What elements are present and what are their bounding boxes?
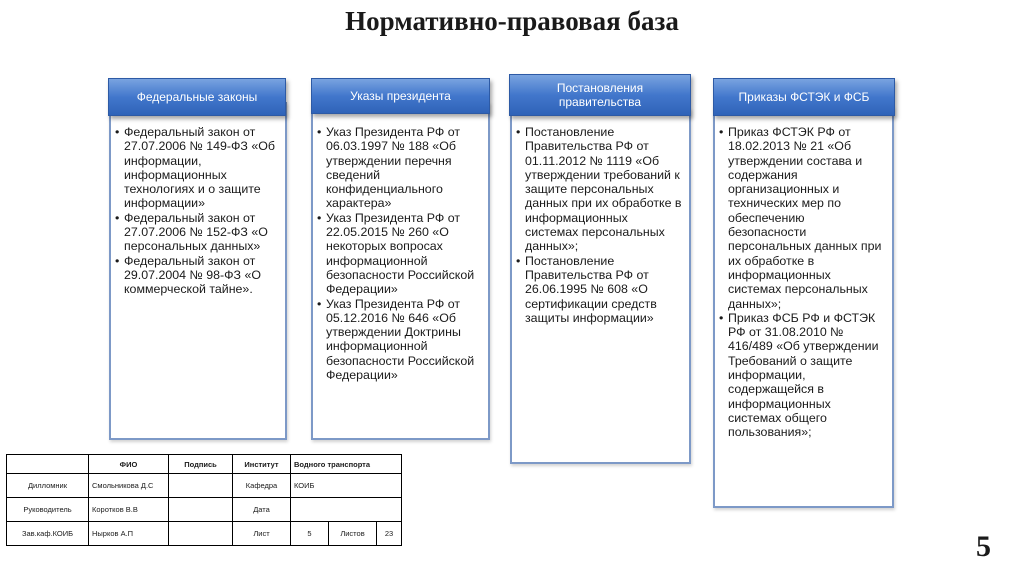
page-title: Нормативно-правовая база	[345, 6, 679, 36]
list-item: • Указ Президента РФ от 05.12.2016 № 646 «Об утверждении Доктрины информационной безопасности Российской Федерации»	[317, 297, 482, 383]
table-row	[7, 474, 402, 498]
header-government-resolutions: Постановления правительства	[509, 74, 691, 116]
table-row	[7, 498, 402, 522]
card-presidential-decrees	[311, 102, 490, 440]
stamp-label-sheet: Лист	[233, 522, 291, 546]
stamp-sheets-value: 23	[377, 522, 402, 546]
header-presidential-decrees: Указы президента	[311, 78, 490, 114]
stamp-role: Дилломник	[7, 474, 89, 498]
list-item: • Постановление Правительства РФ от 01.11.2012 № 1119 «Об утверждении требований к защите персональных данных при их обработке в информационных системах персональных данных»;	[516, 125, 683, 254]
stamp-role: Зав.каф.КОИБ	[7, 522, 89, 546]
stamp-header-institute: Институт	[233, 455, 291, 474]
list-item: • Постановление Правительства РФ от 26.06.1995 № 608 «О сертификации средств защиты информации»	[516, 254, 683, 325]
page-number: 5	[976, 530, 991, 563]
list-item: • Федеральный закон от 29.07.2004 № 98-ФЗ «О коммерческой тайне».	[115, 254, 279, 297]
stamp-label-department: Кафедра	[233, 474, 291, 498]
card-government-resolutions	[510, 108, 691, 464]
table-row	[7, 522, 402, 546]
title-block-table	[6, 454, 402, 546]
stamp-name: Коротков В.В	[89, 498, 169, 522]
table-row	[7, 455, 402, 474]
stamp-department-value: КОИБ	[291, 474, 402, 498]
list-item: • Федеральный закон от 27.07.2006 № 152-ФЗ «О персональных данных»	[115, 211, 279, 254]
header-federal-laws: Федеральные законы	[108, 78, 286, 116]
stamp-label-sheets: Листов	[329, 522, 377, 546]
stamp-header-fio: ФИО	[89, 455, 169, 474]
list-item: • Приказ ФСБ РФ и ФСТЭК РФ от 31.08.2010 № 416/489 «Об утверждении Требований о защите информации, содержащейся в информационных системах общего пользования»;	[719, 311, 886, 440]
stamp-label-date: Дата	[233, 498, 291, 522]
list-item: • Указ Президента РФ от 22.05.2015 № 260 «О некоторых вопросах информационной безопасности Российской Федерации»	[317, 211, 482, 297]
card-fstec-fsb-orders	[713, 106, 894, 508]
header-fstec-fsb-orders: Приказы ФСТЭК и ФСБ	[713, 78, 895, 116]
stamp-name: Смольникова Д.С	[89, 474, 169, 498]
card-federal-laws	[109, 102, 287, 440]
stamp-name: Нырков А.П	[89, 522, 169, 546]
stamp-sheet-value: 5	[291, 522, 329, 546]
list-item: • Приказ ФСТЭК РФ от 18.02.2013 № 21 «Об утверждении состава и содержания организационных и технических мер по обеспечению безопасности персональных данных при их обработке в информационных системах персональных данных»;	[719, 125, 886, 311]
list-item: • Указ Президента РФ от 06.03.1997 № 188 «Об утверждении перечня сведений конфиденциального характера»	[317, 125, 482, 211]
list-item: • Федеральный закон от 27.07.2006 № 149-ФЗ «Об информации, информационных технологиях и о защите информации»	[115, 125, 279, 211]
stamp-institute-value: Водного транспорта	[291, 455, 402, 474]
stamp-role: Руководитель	[7, 498, 89, 522]
stamp-header-sign: Подпись	[169, 455, 233, 474]
